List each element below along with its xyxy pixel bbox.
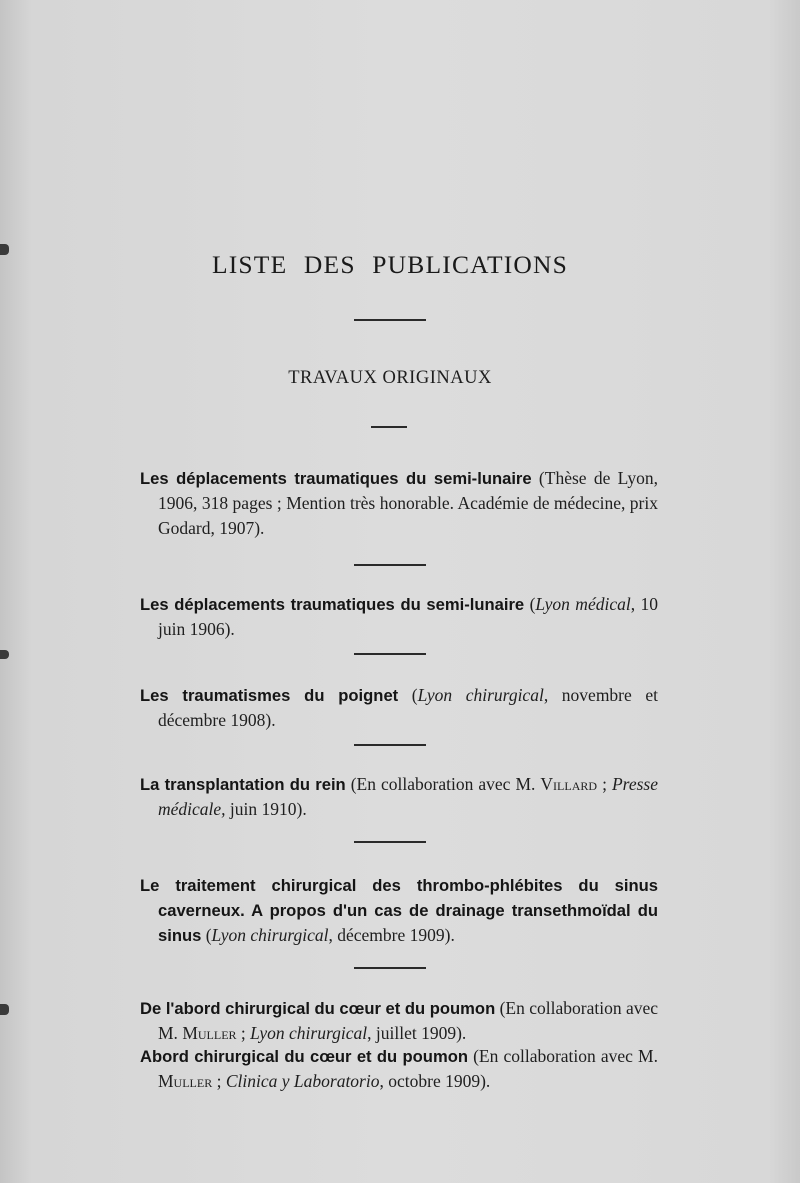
publication-details: , octobre 1909).: [379, 1071, 491, 1091]
section-heading: TRAVAUX ORIGINAUX: [288, 368, 492, 388]
publication-title: Les déplacements traumatiques du semi-lunaire: [140, 469, 532, 488]
divider-rule: [354, 967, 426, 969]
publication-details: ;: [236, 1023, 251, 1043]
divider-rule: [354, 744, 426, 746]
binding-mark: [0, 1004, 9, 1015]
publication-details: , 10 juin 1906).: [158, 594, 659, 639]
publication-details: ;: [597, 774, 612, 794]
publication-details: (: [398, 685, 418, 705]
publication-entry: [140, 996, 658, 1046]
publication-details: (Thèse de Lyon, 1906, 318 pages ; Mention très honorable. Académie de médecine, prix Godard, 1907).: [158, 468, 658, 538]
publication-title: De l'abord chirurgical du cœur et du poumon: [140, 999, 496, 1018]
publication-details: , novembre et décembre 1908).: [158, 685, 659, 730]
publication-entry: [140, 683, 658, 733]
journal-name: Lyon chirurgical: [211, 925, 329, 945]
journal-name: Lyon médical: [535, 594, 631, 614]
publication-details: ;: [212, 1071, 226, 1091]
publication-title: Abord chirurgical du cœur et du poumon: [140, 1047, 468, 1066]
publication-details: (: [201, 925, 212, 945]
publication-entry: [140, 873, 658, 948]
journal-name: Lyon chirurgical: [250, 1023, 368, 1043]
publication-title: Les déplacements traumatiques du semi-lunaire: [140, 595, 525, 614]
publication-details: (En collaboration avec M.: [345, 774, 541, 794]
page-title: LISTE DES PUBLICATIONS: [211, 250, 569, 279]
publication-entry: [140, 592, 658, 642]
journal-name: Lyon chirurgical: [417, 685, 544, 705]
publication-details: , juillet 1909).: [367, 1023, 467, 1043]
publication-details: , décembre 1909).: [328, 925, 455, 945]
publication-details: (En collaboration avec M.: [158, 998, 658, 1043]
publication-title: La transplantation du rein: [140, 775, 346, 794]
divider-rule: [354, 653, 426, 655]
publication-details: (: [524, 594, 536, 614]
author-name: Muller: [158, 1071, 213, 1091]
divider-rule: [354, 564, 426, 566]
author-name: Villard: [540, 774, 598, 794]
author-name: Muller: [182, 1023, 237, 1043]
publication-details: (En collaboration avec M.: [467, 1046, 658, 1066]
publication-title: Les traumatismes du poignet: [140, 686, 399, 705]
divider-rule: [354, 841, 426, 843]
journal-name: Presse médicale,: [158, 774, 658, 819]
publication-entry: [140, 466, 658, 541]
journal-name: Clinica y Laboratorio: [225, 1071, 380, 1091]
publication-title: Le traitement chirurgical des thrombo-phlébites du sinus caverneux. A propos d'un cas de drainage transethmoïdal du sinus: [140, 876, 658, 945]
publication-entry: [140, 772, 658, 822]
divider-rule: [354, 319, 426, 321]
publication-entry: [140, 1044, 658, 1094]
publication-details: juin 1910).: [225, 799, 307, 819]
binding-mark: [0, 650, 9, 659]
divider-rule: [371, 426, 407, 428]
